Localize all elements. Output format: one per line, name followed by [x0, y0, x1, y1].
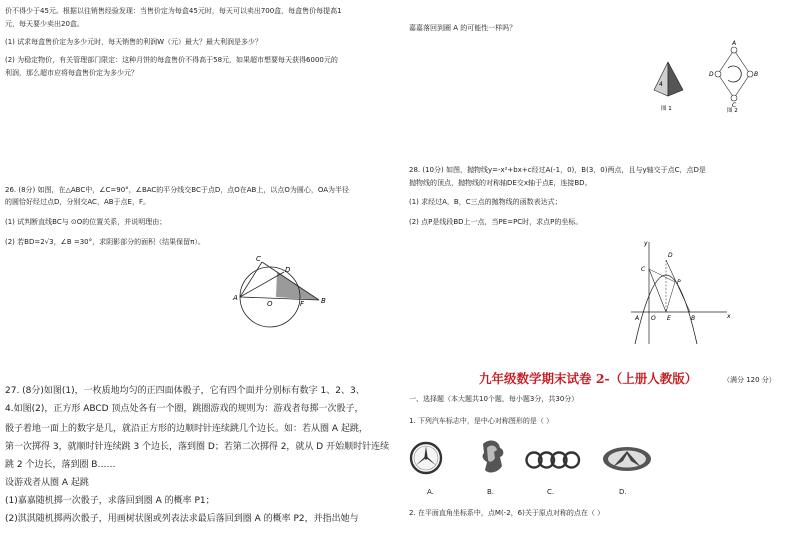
label-a: A [233, 294, 238, 302]
exam-title: 九年级数学期末试卷 2-（上册人教版） [479, 371, 698, 386]
problem-25-question1: (1) 试求每盒售价定为多少元时，每天销售的利润W（元）最大？最大利润是多少？ [5, 38, 263, 46]
label-x: x [727, 313, 731, 320]
full-marks: （满分 120 分） [723, 376, 776, 384]
problem-25-text-line1: 价不得少于45元。根据以往销售经验发现：当售价定为每盒45元时，每天可以卖出700盒，每盒售价每提高1 [5, 7, 342, 15]
label-point-a: A [635, 315, 640, 322]
problem-26-sub2: (2) 若BD=2√3，∠B =30°，求阴影部分的面积（结果保留π）。 [5, 238, 205, 246]
label-c: C [256, 255, 261, 263]
right-column [397, 0, 794, 550]
segment-bd [666, 260, 690, 312]
problem-26-text-line1: 26. (8分) 如图，在△ABC中，∠C=90°，∠BAC的平分线交BC于点D，点O在AB上，以点O为圆心，OA为半径 [5, 186, 350, 194]
problem-25-question2-line1: (2) 为稳定物价，有关管理部门限定：这种月饼的每盒售价不得高于58元，如果超市想要每天获得6000元的 [5, 56, 338, 64]
square-label-b: B [754, 71, 759, 78]
section-1-heading: 一、选择题（本大题共10个题，每小题3分，共30分） [409, 395, 579, 403]
infiniti-logo [601, 443, 653, 473]
problem-25-text-line2: 元，每天要少卖出20盒。 [5, 20, 84, 28]
parabola-graph [627, 240, 737, 350]
tetrahedron-figure [652, 60, 692, 120]
label-point-p: P [677, 279, 681, 286]
problem-26-figure [232, 250, 362, 350]
problem-28-text-line2: 抛物线的顶点，抛物线的对称轴DE交x轴于点E，连接BD。 [409, 179, 592, 187]
square-circles-figure [707, 42, 767, 112]
label-b: B [321, 297, 326, 305]
peugeot-logo [475, 438, 509, 478]
die-face-number: 4 [659, 81, 663, 88]
mercedes-logo [409, 441, 443, 475]
question-1: 1. 下列汽车标志中，是中心对称图形的是（ ） [409, 417, 554, 425]
problem-27-text-line4: 第一次掷得 3，就顺时针连续跳 3 个边长，落到圈 D；若第二次掷得 2，就从 D 开始顺时针连续 [5, 442, 390, 452]
segment-ac [240, 262, 262, 297]
problem-28-sub1: (1) 求经过A，B，C三点的抛物线的函数表达式； [409, 198, 562, 206]
option-b: B. [487, 488, 495, 496]
label-d: D [285, 266, 291, 274]
problem-27-text-line1: 27. (8分)如图(1)，一枚质地均匀的正四面体骰子，它有四个面并分别标有数字 1、2、3、 [5, 386, 365, 396]
option-a: A. [427, 488, 434, 496]
label-vertex-d: D [668, 252, 673, 259]
option-d: D. [619, 488, 627, 496]
label-y: y [644, 240, 648, 247]
problem-28-sub2: (2) 点P是线段BD上一点，当PE=PC时，求点P的坐标。 [409, 218, 583, 226]
square-label-c: C [732, 102, 737, 109]
label-o: O [267, 300, 273, 308]
label-point-b: B [691, 315, 696, 322]
problem-25-question2-line2: 利润，那么超市应将每盒售价定为多少元？ [5, 69, 138, 77]
problem-27-text-line2: 4.如图(2)，正方形 ABCD 顶点处各有一个圈，跳圈游戏的规则为：游戏者每掷一次骰子， [5, 404, 364, 414]
label-point-c: C [641, 266, 646, 273]
label-origin-o: O [651, 315, 656, 322]
audi-logo [525, 449, 581, 471]
problem-27-text-line7: (1)嘉嘉随机掷一次骰子，求落回到圈 A 的概率 P1； [5, 496, 215, 506]
clockwise-arrow-icon [728, 66, 741, 82]
label-f: F [300, 300, 305, 308]
problem-27-text-line8: (2)淇淇随机掷两次骰子，用画树状图或列表法求最后落回到圈 A 的概率 P2，并指出她与 [5, 514, 359, 524]
problem-27-continuation: 嘉嘉落回到圈 A 的可能性一样吗？ [409, 24, 517, 32]
problem-26-text-line2: 的圆恰好经过点D，分别交AC，AB于点E，F。 [5, 198, 150, 206]
figure-2-label: 图 2 [727, 108, 738, 114]
problem-27-text-line3: 骰子着地一面上的数字是几，就沿正方形的边顺时针连续跳几个边长。如：若从圈 A 起跳， [5, 424, 368, 434]
question-2: 2. 在平面直角坐标系中，点M(-2，6)关于原点对称的点在（ ） [409, 509, 605, 517]
problem-28-text-line1: 28. (10分) 如图，抛物线y=-x²+bx+c经过A(-1，0)，B(3，0)两点，且与y轴交于点C，点D是 [409, 166, 706, 174]
square-label-a: A [732, 40, 737, 47]
figure-1-label: 图 1 [661, 106, 672, 112]
problem-26-sub1: (1) 试判断直线BC与 ⊙O的位置关系，并说明理由； [5, 218, 167, 226]
problem-27-text-line5: 跳 2 个边长，落到圈 B…… [5, 460, 116, 470]
square-label-d: D [709, 71, 714, 78]
label-point-e: E [667, 315, 671, 322]
option-c: C. [547, 488, 555, 496]
problem-27-text-line6: 设游戏者从圈 A 起跳 [5, 478, 89, 488]
